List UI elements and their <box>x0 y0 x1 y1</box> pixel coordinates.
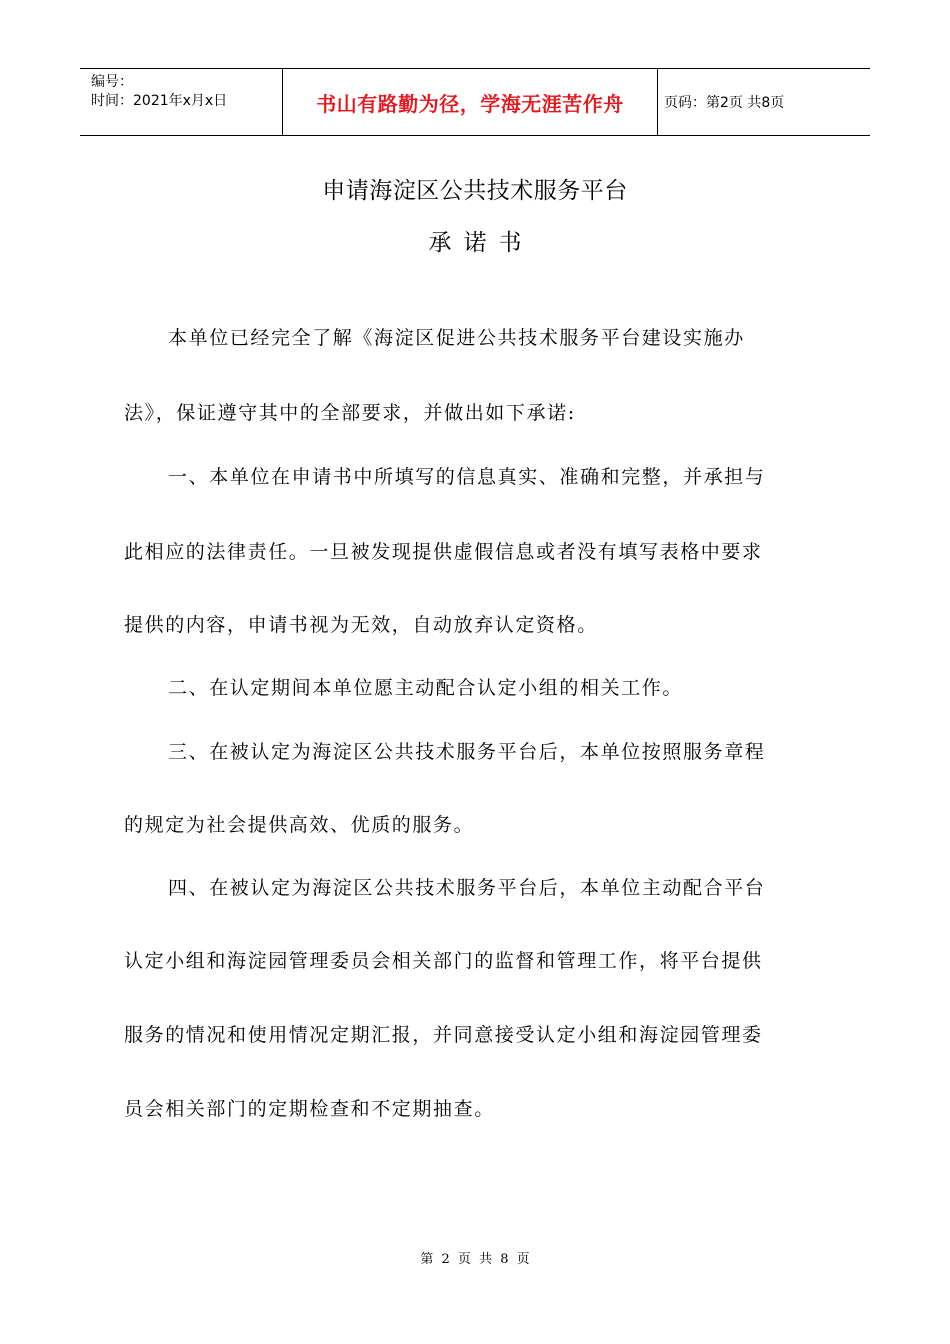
body-line: 本单位已经完全了解《海淀区促进公共技术服务平台建设实施办 <box>168 327 745 349</box>
document-date-label: 时间：2021年x月x日 <box>91 93 228 109</box>
document-number-label: 编号： <box>91 74 133 90</box>
document-title: 申请海淀区公共技术服务平台 <box>322 178 628 204</box>
body-line: 员会相关部门的定期检查和不定期抽查。 <box>124 1098 495 1120</box>
header-info-cell <box>80 69 283 135</box>
document-subtitle: 承诺书 <box>428 230 534 256</box>
page-footer: 第 2 页 共 8 页 <box>420 1252 530 1267</box>
body-line: 四、在被认定为海淀区公共技术服务平台后，本单位主动配合平台 <box>168 877 766 899</box>
body-line: 的规定为社会提供高效、优质的服务。 <box>124 814 475 836</box>
body-line: 服务的情况和使用情况定期汇报，并同意接受认定小组和海淀园管理委 <box>124 1024 763 1046</box>
header-page-number: 页码：第2页 共8页 <box>664 95 785 111</box>
body-line: 二、在认定期间本单位愿主动配合认定小组的相关工作。 <box>168 677 684 699</box>
header-table <box>80 68 870 136</box>
body-line: 一、本单位在申请书中所填写的信息真实、准确和完整，并承担与 <box>168 466 766 488</box>
body-line: 提供的内容，申请书视为无效，自动放弃认定资格。 <box>124 614 598 636</box>
body-line: 法》，保证遵守其中的全部要求，并做出如下承诺: <box>124 402 576 424</box>
body-line: 认定小组和海淀园管理委员会相关部门的监督和管理工作，将平台提供 <box>124 950 763 972</box>
body-line: 此相应的法律责任。一旦被发现提供虚假信息或者没有填写表格中要求 <box>124 541 763 563</box>
body-line: 三、在被认定为海淀区公共技术服务平台后，本单位按照服务章程 <box>168 741 766 763</box>
header-motto: 书山有路勤为径，学海无涯苦作舟 <box>283 69 658 135</box>
